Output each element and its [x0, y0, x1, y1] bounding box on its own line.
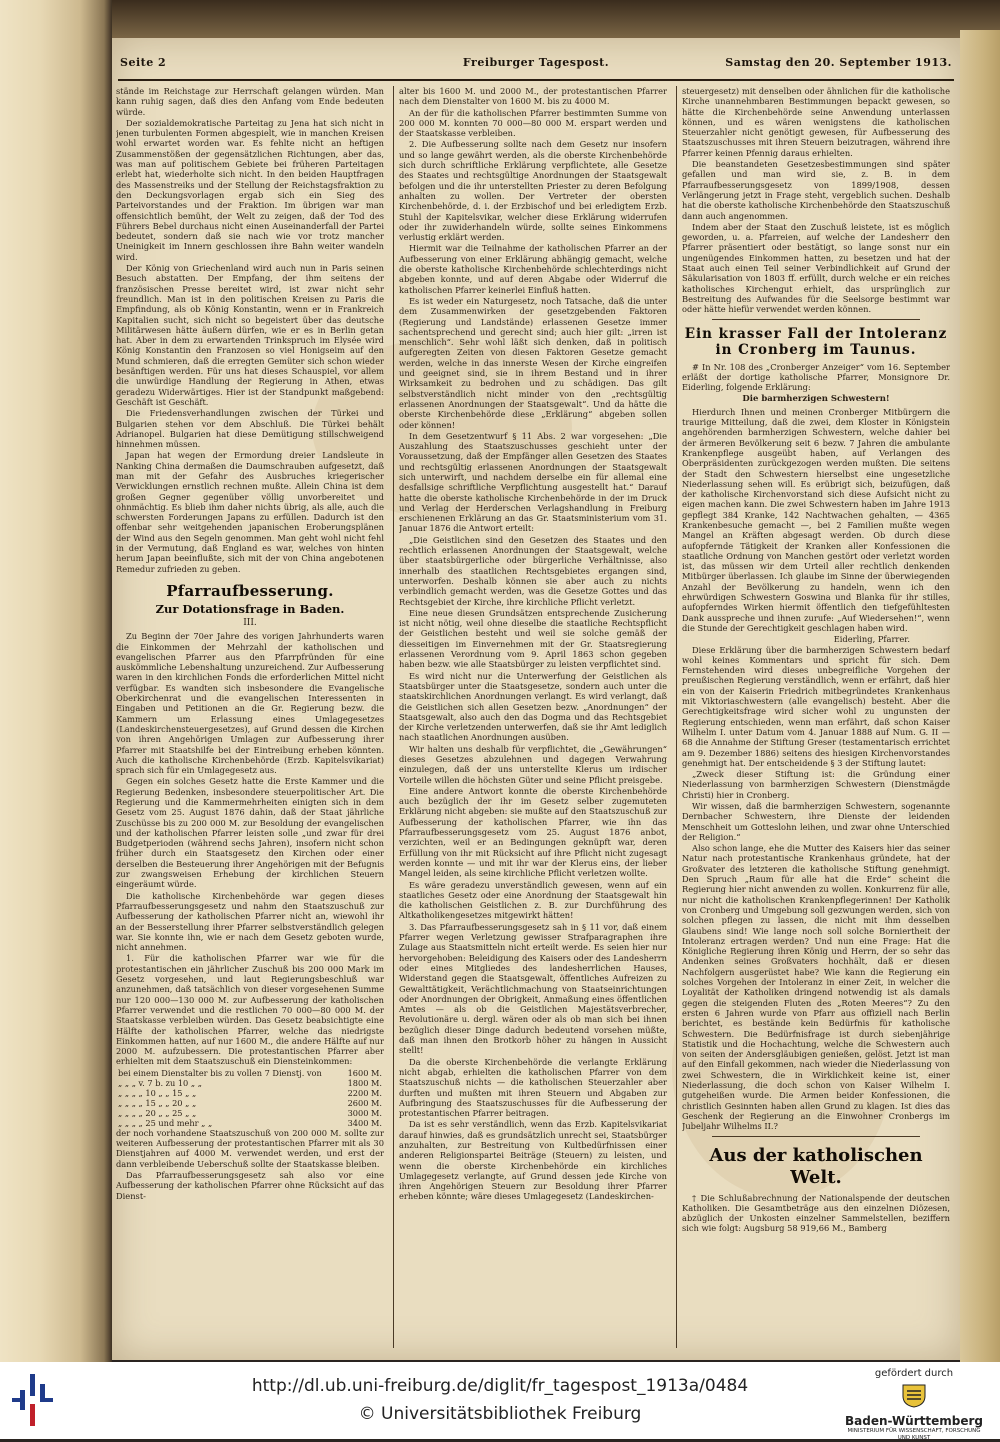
- article-text: 1. Für die katholischen Pfarrer war wie für die protestantischen ein jährlicher Zuschuß bis 200 000 Mark im Gesetz vorgesehen, und laut Regierungsbeschluß war anzunehmen, daß tatsächlich von dieser vorgesehenen Summe nur 120 000—130 000 M. zur Aufbesserung der katholischen Pfarrer verwendet und die restlichen 70 000—80 000 M. der Staatskasse verbleiben würden. Das Gesetz beabsichtigte eine Hälfte der katholischen Pfarrer, welche das niedrigste Einkommen hatten, auf nur 1600 M., die andere Hälfte auf nur 2000 M. aufzubessern. Die protestantischen Pfarrer aber erhielten mit dem Staatszuschuß ein Diensteinkommen:: [116, 953, 384, 1067]
- salary-label: „ „ „ „ 10 „ „ 15 „ „: [118, 1087, 197, 1098]
- article-headline: Ein krasser Fall der Intoleranz in Cronberg im Taunus.: [684, 325, 948, 358]
- salary-amount: 3000 M.: [347, 1107, 382, 1118]
- salary-row: [116, 1068, 384, 1078]
- article-text: Indem aber der Staat den Zuschuß leistete, ist es möglich geworden, u. a. Pfarreien, auf welche der Landesherr den Pfarrer präsentiert oder bestätigt, so lange sonst nur ein ungenügendes Einkommen hatten, zu besetzen und hat der Staat auch einen Teil seiner Verbindlichkeit auf Grund der Säkularisation von 1803 ff. erfüllt, durch welche er ein reiches katholisches Kirchengut erhielt, das ursprünglich zur Bestreitung des Aufwandes für die Seelsorge bestimmt war oder hätte hiefür verwendet werden können.: [682, 221, 950, 315]
- salary-row: [116, 1118, 384, 1128]
- article-text: Eine andere Antwort konnte die oberste Kirchenbehörde auch bezüglich der ihr im Gesetz selber zugemuteten Erklärung nicht abgeben: sie mußte auf den Staatszuschuß zur Aufbesserung der katholischen Pfarrer, wie ihn das Pfarraufbesserungsgesetz vom 25. August 1876 anbot, verzichten, weil er an Bedingungen geknüpft war, deren Erfüllung von ihr mit Rücksicht auf ihre Pflicht nicht zugesagt werden konnte — und mit ihr war der Klerus eins, der lieber Mangel leiden, als seine kirchliche Pflicht verletzen wollte.: [399, 785, 667, 879]
- salary-row: [116, 1098, 384, 1108]
- funded-by-label: gefördert durch: [874, 1368, 954, 1379]
- article-text: Hiermit war die Teilnahme der katholischen Pfarrer an der Aufbesserung von einer Erklärung abhängig gemacht, welche die oberste katholische Kirchenbehörde schlechterdings nicht abgeben konnte, und auf deren Abgabe oder Widerruf die katholischen Pfarrer keinerlei Einfluß hatten.: [399, 243, 667, 295]
- newspaper-page: [112, 38, 960, 1360]
- article-text: Es ist weder ein Naturgesetz, noch Tatsache, daß die unter dem Zusammenwirken der gesetzgebenden Faktoren (Regierung und Landstände) erlassenen Gesetze immer sachentsprechend und gerecht sind; auch hier gilt: „irren ist menschlich“. Sehr wohl läßt sich denken, daß in politisch aufgeregten Zeiten von diesen Faktoren Gesetze gemacht werden, welche in das innerste Wesen der Kirche eingreifen und geeignet sind, sie in ihrem Bestand und in ihrer Wirksamkeit zu bedrohen und zu schädigen. Das gilt selbstverständlich nicht minder von den „rechtsgültig erlassenen Anordnungen der Staatsgewalt“. Und da hätte die oberste Kirchenbehörde diese „Erklärung“ abgeben sollen oder können!: [399, 295, 667, 430]
- permalink-url[interactable]: http://dl.ub.uni-freiburg.de/diglit/fr_tagespost_1913a/0484: [251, 1376, 749, 1396]
- newspaper-title: Freiburger Tagespost.: [462, 56, 610, 69]
- article-text: Hierdurch Ihnen und meinen Cronberger Mitbürgern die traurige Mitteilung, daß die zwei, dem Kloster in Königstein angehörenden barmherzigen Schwestern, welche dahier bei der ärmeren Bevölkerung seit 6 bezw. 7 Jahren die ambulante Krankenpflege ausgeübt haben, auf Verlangen des Oberpräsidenten zurückgezogen werden mußten. Die seitens der Stadt den Schwestern hierselbst eine ungesetzliche Niederlassung sehen will. Es erübrigt sich, beizufügen, daß der katholische Kirchenvorstand sich diese Aufsicht nicht zu eigen machen kann. Die zwei Schwestern haben im Jahre 1913 gepflegt 384 Kranke, 142 Nachtwachen gehalten, — 4365 Krankenbesuche gemacht —, bei 2 Familien mußte wegen Mangel an Kräften abgesagt werden. Ob durch diese aufopfernde Tätigkeit der Kranken aller Konfessionen die staatliche Ordnung von Manchen gestört oder verletzt worden ist, das müssen wir dem Urteil aller rechtlich denkenden Mitbürger überlassen. Ich glaube im Sinne der überwiegenden Anzahl der Bevölkerung zu handeln, wenn ich den ehrwürdigen Schwestern Goswina und Blanka für ihr stilles, aufopferndes Wirken hiermit öffentlich den tiefgefühltesten Dank ausspreche und ihnen zurufe: „Auf Wiedersehen!“, wenn die Stunde der Gerechtigkeit geschlagen haben wird.: [682, 406, 950, 633]
- article-text: Also schon lange, ehe die Mutter des Kaisers hier das seiner Natur nach protestantische Krankenhaus gründete, hat der Großvater des letzteren die katholische Stiftung genehmigt. Den Spruch „Raum für alle hat die Erde“ scheint die Regierung hier nicht anwenden zu wollen. Konkurrenz für alle, nur nicht die katholischen Krankenpflegerinnen! Der Katholik von Cronberg und Umgebung soll gezwungen werden, sich von solchen pflegen zu lassen, die nicht mit ihm desselben Glaubens sind! Wie lange noch soll solche Borniertheit der Intoleranz ertragen werden? Und nun eine Frage: Hat die Königliche Regierung ihren König und Herrn, der so sehr das Andenken seines Großvaters hochhält, daß er diesen Nachfolgern ausgerüstet habe? Wie kann die Regierung ein solches Vorgehen der Intoleranz in einer Zeit, in welcher die Loyalität der Katholiken dringend notwendig ist als damals gegen die steigenden Fluten des „Roten Meeres“? Zu den ersten 6 Jahren wurde von Pfarr aus offiziell nach Berlin berichtet, es bestände kein Bedürfnis für katholische Schwestern. Die Bedürfnisfrage ist durch siebenjährige Statistik und die Hochachtung, welche die Schwestern auch von seiten der Andersgläubigen genießen, gelöst. Jetzt ist man auf den Einfall gekommen, nach wieder die Niederlassung von zwei Schwestern, die in Wirklichkeit keine ist, einer Niederlassung, die doch schon von Kaiser Wilhelm I. gutgeheißen wurde. Die Armen beider Konfessionen, die christlich Gesinnten haben allen Grund zu klagen. Ist dies das Geschenk der Regierung an die Einwohner Cronbergs im Jubeljahr Wilhelms II.?: [682, 843, 950, 1132]
- scan-top-edge: [112, 0, 1000, 38]
- article-text: Der sozialdemokratische Parteitag zu Jena hat sich nicht in jenen turbulenten Formen abgespielt, wie in manchen Kreisen wohl erwartet worden war. Es fehlte nicht an heftigen Zusammenstößen der gegensätzlichen Richtungen, aber das, was man auf politischem Gebiete bei früheren Parteitagen erlebt hat, wiederholte sich nicht. In den beiden Hauptfragen des Massenstreiks und der Stellung der Reichstagsfraktion zu den Deckungsvorlagen ergab sich ein Sieg des Parteivorstandes und der Fraktion. Im übrigen war man offensichtlich bemüht, der Welt zu zeigen, daß der Tod des Führers Bebel durchaus nicht einen Auseinanderfall der Partei bedeutet, sondern daß sie nach wie vor trotz mancher Uneinigkeit im Innern geschlossen ihre Bahn weiter wandeln wird.: [116, 117, 384, 262]
- article-text: stände im Reichstage zur Herrschaft gelangen würden. Man kann ruhig sagen, daß dies den Anfang vom Ende bedeuten würde.: [116, 86, 384, 117]
- article-part-number: III.: [243, 617, 257, 628]
- salary-amount: 2200 M.: [347, 1087, 382, 1098]
- article-text: Das Pfarraufbesserungsgesetz sah also vor eine Aufbesserung der katholischen Pfarrer ohne Rücksicht auf das Dienst-: [116, 1169, 384, 1201]
- column-rule: [393, 86, 394, 1348]
- funding-credit: [844, 1368, 984, 1442]
- article-text: Es wäre geradezu unverständlich gewesen, wenn auf ein staatliches Gesetz oder eine Anordnung der Staatsgewalt hin die katholischen Geistlichen z. B. zur Durchführung des Altkatholikengesetzes mitgewirkt hätten!: [399, 879, 667, 921]
- salary-row: [116, 1078, 384, 1088]
- signature: Eiderling, Pfarrer.: [833, 634, 910, 645]
- column-3: [682, 86, 950, 1348]
- article-text: 2. Die Aufbesserung sollte nach dem Gesetz nur insofern und so lange gewährt werden, als die oberste Kirchenbehörde sich durch schriftliche Erklärung verpflichtete, alle Gesetze des Staates und rechtsgültige Anordnungen der Staatsgewalt befolgen und die ihr unterstellten Priester zu deren Befolgung anhalten zu wollen. Der Vertreter der obersten Kirchenbehörde, d. i. der Erzbischof und bei erledigtem Erzb. Stuhl der Kapitelsvikar, welcher diese Erklärung widerrufen oder ihr zuwiderhandeln würde, sollte seines Einkommens verlustig erklärt werden.: [399, 139, 667, 243]
- article-divider: [712, 319, 920, 320]
- article-text: Es wird nicht nur die Unterwerfung der Geistlichen als Staatsbürger unter die Staatsgesetze, sondern auch unter die staatskirchlichen Anordnungen verlangt. Es wird verlangt, daß die Geistlichen sich allen Gesetzen bezw. „Anordnungen“ der Staatsgewalt, also auch den das Dogma und das Rechtsgebiet der Kirche verletzenden unterwerfen, daß sie ihr Amt lediglich nach staatlichen Anordnungen ausüben.: [399, 670, 667, 743]
- article-headline: Pfarraufbesserung.: [166, 581, 334, 600]
- article-text: steuergesetz) mit denselben oder ähnlichen für die katholische Kirche unannehmbaren Bestimmungen bepackt gewesen, so hätte die Kirchenbehörde seine Anwendung unterlassen können, und es wären wenigstens die katholischen Steuerzahler nicht genötigt gewesen, für Aufbesserung des Staatszuschusses mit ihren Steuern beizutragen, während ihre Pfarrer keinen Pfennig daraus erhielten.: [682, 86, 950, 158]
- article-text: # In Nr. 108 des „Cronberger Anzeiger“ vom 16. September erläßt der dortige katholische Pfarrer, Monsignore Dr. Eiderling, folgende Erklärung:: [682, 361, 950, 393]
- state-name: Baden-Württemberg: [844, 1414, 983, 1428]
- next-page-edge: [960, 30, 1000, 1362]
- column-2: [399, 86, 667, 1348]
- article-text: Wir halten uns deshalb für verpflichtet, die „Gewährungen“ dieses Gesetzes abzulehnen und dagegen Verwahrung einzulegen, daß der uns unterstellte Klerus um irdischer Vorteile willen die höchsten Güter und seine Pflicht preisgebe.: [399, 743, 667, 785]
- article-divider: [712, 1136, 920, 1137]
- salary-label: bei einem Dienstalter bis zu vollen 7 Dienstj. von: [118, 1067, 322, 1078]
- salary-amount: 2600 M.: [347, 1097, 382, 1108]
- binding-edge: [0, 0, 112, 1362]
- article-text: Die beanstandeten Gesetzesbestimmungen sind später gefallen und man wird sie, z. B. in dem Pfarraufbesserungsgesetz von 1899/1908, dessen Verlängerung jetzt in Frage steht, vergeblich suchen. Deshalb hat die oberste katholische Kirchenbehörde den Staatszuschuß dann auch angenommen.: [682, 159, 950, 221]
- copyright-notice: © Universitätsbibliothek Freiburg: [358, 1404, 642, 1424]
- article-text: Gegen ein solches Gesetz hatte die Erste Kammer und die Regierung Bedenken, insbesondere steuerpolitischer Art. Die Regierung und die Kammermehrheiten einigten sich in dem Gesetz vom 25. August 1876 dahin, daß der Staat jährliche Zuschüsse bis zu 200 000 M. zur Besoldung der evangelischen und der katholischen Pfarrer leisten solle „und zwar für drei Budgetperioden (während sechs Jahren), insofern nicht schon früher durch ein Staatsgesetz den Kirchen oder einer derselben die Besteuerung ihrer Angehörigen mit der Befugnis zur zwangsweisen Erhebung der kirchlichen Steuern eingeräumt würde.: [116, 776, 384, 890]
- page-number: Seite 2: [120, 56, 167, 69]
- article-text: Die katholische Kirchenbehörde war gegen dieses Pfarraufbesserungsgesetz und nahm den Staatszuschuß zur Aufbesserung der katholischen Pfarrer nicht an, wiewohl ihr an der Besserstellung ihrer Pfarrer selbstverständlich gelegen war. Sie konnte ihn, wie er nach dem Gesetz geboten wurde, nicht annehmen.: [116, 890, 384, 953]
- salary-label: „ „ „ „ 20 „ „ 25 „ „: [118, 1107, 197, 1118]
- issue-date: Samstag den 20. September 1913.: [725, 56, 952, 69]
- header-rule: [118, 79, 954, 81]
- article-text: Da die oberste Kirchenbehörde die verlangte Erklärung nicht abgab, erhielten die katholischen Pfarrer von dem Staatszuschuß nichts — die katholischen Steuerzahler aber durften und mußten mit ihren Steuern und Abgaben zur Aufbringung des Staatszuschusses für die Aufbesserung der protestantischen Pfarrer beitragen.: [399, 1056, 667, 1119]
- article-text: Die Friedensverhandlungen zwischen der Türkei und Bulgarien stehen vor dem Abschluß. Die Türkei behält Adrianopel. Bulgarien hat diese Demütigung stillschweigend hinnehmen müssen.: [116, 408, 384, 450]
- salary-label: „ „ „ „ 15 „ „ 20 „ „: [118, 1097, 197, 1108]
- article-text: 3. Das Pfarraufbesserungsgesetz sah in § 11 vor, daß einem Pfarrer wegen Verletzung gewisser Strafparagraphen ihre Zulage aus Staatsmitteln nicht erteilt werde. Es seien hier nur hervorgehoben: Beleidigung des Kaisers oder des Landesherrn oder eines Mitgliedes des landesherrlichen Hauses, Widerstand gegen die Staatsgewalt, öffentliches Aufreizen zu Gewalttätigkeit, Verächtlichmachung von Staatseinrichtungen oder Anordnungen der Obrigkeit, Anmaßung eines öffentlichen Amtes — als ob die Geistlichen Majestätsverbrecher, Revolutionäre u. dergl. wären oder als ob man sich bei ihnen bezüglich dieser Dinge dadurch bedeutend vorsehen müßte, daß man ihnen den Brotkorb höher zu hängen in Aussicht stellt!: [399, 921, 667, 1056]
- salary-row: [116, 1088, 384, 1098]
- article-text: Diese Erklärung über die barmherzigen Schwestern bedarf wohl keines Kommentars und spricht für sich. Dem Fernstehenden wird dieses unbegreifliche Vorgehen der preußischen Regierung verständlich, wenn er erfährt, daß hier ein von der Kaiserin Friedrich mitbegründetes Krankenhaus mit Viktoriaschwestern (alle evangelisch) besteht. Aber die Gerechtigkeitsfrage wird sicher wohl zu ungunsten der Regierung entschieden, wenn man erfährt, daß schon Kaiser Wilhelm I. unter Datum vom 4. Januar 1888 auf Num. G. II — 68 die Annahme der Stiftung Greser (testamentarisch errichtet am 9. Dezember 1886) seitens des hiesigen Kirchenvorstandes genehmigt hat. Der entscheidende § 3 der Stiftung lautet:: [682, 644, 950, 768]
- page-header: [120, 56, 952, 76]
- salary-table: [116, 1068, 384, 1128]
- salary-row: [116, 1108, 384, 1118]
- ministry-name: MINISTERIUM FÜR WISSENSCHAFT, FORSCHUNG UND KUNST: [847, 1428, 981, 1441]
- article-text: alter bis 1600 M. und 2000 M., der protestantischen Pfarrer nach dem Dienstalter von 1600 M. bis zu 4000 M.: [399, 86, 667, 107]
- article-text: Der König von Griechenland wird auch nun in Paris seinen Besuch abstatten. Der Empfang, der ihm seitens der französischen Presse bereitet wird, ist zwar nicht sehr freundlich. Man ist in den politischen Kreisen zu Paris die Empfindung, als ob König Konstantin, wenn er in Frankreich Kapitalien sucht, sich nicht so begeistert über das deutsche Militärwesen hätte äußern dürfen, wie er es in Berlin getan hat. Aber in dem zu erwartenden Trinkspruch im Elysée wird König Konstantin den Franzosen so viel Honigseim auf den Mund schmieren, daß die erregten Gemüter sich schon wieder besänftigen werden. Für uns hat dieses Schauspiel, vor allem die unwürdige Handlung der Regierung in Athen, etwas geradezu Widerwärtiges. Hier ist der Standpunkt maßgebend: Geschäft ist Geschäft.: [116, 263, 384, 407]
- article-text: Wir wissen, daß die barmherzigen Schwestern, sogenannte Dernbacher Schwestern, ihre Dienste der leidenden Menschheit um Gotteslohn leihen, und zwar ohne Unterschied der Religion.“: [682, 801, 950, 842]
- article-text: † Die Schlußabrechnung der Nationalspende der deutschen Katholiken. Die Gesamtbeträge aus den einzelnen Diözesen, abzüglich der Unkosten einzelner Sammelstellen, beziffern sich wie folgt: Augsburg 58 919,66 M., Bamberg: [682, 1192, 950, 1234]
- state-crest-icon: [899, 1382, 929, 1408]
- article-text: „Zweck dieser Stiftung ist: die Gründung einer Niederlassung von barmherzigen Schwestern (Dienstmägde Christi) hier in Cronberg.: [682, 769, 950, 800]
- section-headline: Aus der katholischen Welt.: [709, 1144, 923, 1188]
- column-1: [116, 86, 384, 1348]
- salary-label: „ „ „ „ 25 und mehr „ „: [118, 1117, 213, 1128]
- column-rule: [676, 86, 677, 1348]
- salary-amount: 1600 M.: [347, 1067, 382, 1078]
- salary-amount: 3400 M.: [347, 1117, 382, 1128]
- article-text: Zu Beginn der 70er Jahre des vorigen Jahrhunderts waren die Einkommen der Mehrzahl der katholischen und evangelischen Pfarrer aus den Pfarrpfründen für eine auskömmliche Lebenshaltung unzureichend. Zur Aufbesserung waren in den kirchlichen Fonds die erforderlichen Mittel nicht verfügbar. Es wandten sich insbesondere die Evangelische Oberkirchenrat und die evangelischen Interessenten in Eingaben und Petitionen an die Gr. Regierung bezw. die Kammern um Erlassung eines Umlagegesetzes (Landeskirchensteuergesetzes), auf Grund dessen die Kirchen von ihren Angehörigen Umlagen zur Aufbesserung ihrer Pfarrer mit Staatshilfe bei der Eintreibung erheben könnten. Auch die katholische Kirchenbehörde (Erzb. Kapitelsvikariat) sprach sich für ein Umlagegesetz aus.: [116, 631, 384, 776]
- salary-label: „ „ „ v. 7 b. zu 10 „ „: [118, 1077, 202, 1088]
- article-text: Eine neue diesen Grundsätzen entsprechende Zusicherung ist nicht nötig, weil ohne dieselbe die staatliche Rechtspflicht der Geistlichen besteht und weil sie solche gemäß der diesseitigen im Einvernehmen mit der Gr. Staatsregierung erlassenen Verordnung vom 9. April 1863 schon gegeben haben bezw. wie alle Staatsbürger zu leisten verpflichtet sind.: [399, 607, 667, 670]
- article-text: der noch vorhandene Staatszuschuß von 200 000 M. sollte zur weiteren Aufbesserung der protestantischen Pfarrer mit als 30 Dienstjahren auf 4000 M. verwendet werden, und erst der dann verbleibende Ueberschuß sollte der Staatskasse bleiben.: [116, 1127, 384, 1169]
- article-text: „Die Geistlichen sind den Gesetzen des Staates und den rechtlich erlassenen Anordnungen der Staatsgewalt, welche über staatsbürgerliche oder bürgerliche Verhältnisse, also innerhalb des staatlichen Rechtsgebietes ergangen sind, unterworfen. Deshalb können sie aber auch zu nichts verbindlich gemacht werden, was die Gesetze Gottes und das Rechtsgebiet der Kirche, ihre kirchliche Pflicht verletzt.: [399, 534, 667, 607]
- article-text: An der für die katholischen Pfarrer bestimmten Summe von 200 000 M. konnten 70 000—80 000 M. erspart werden und der Staatskasse verbleiben.: [399, 107, 667, 139]
- article-text: Japan hat wegen der Ermordung dreier Landsleute in Nanking China dermaßen die Daumschrauben aufgesetzt, daß man mit der Gefahr des Ausbruches kriegerischer Verwicklungen ernstlich rechnen mußte. Allein China ist dem großen Gegner gegenüber völlig unvorbereitet und ohnmächtig. Es blieb ihm daher nichts übrig, als alle, auch die schwersten Forderungen Japans zu erfüllen. Dadurch ist den offenbar sehr weitgehenden japanischen Eroberungsplänen der Wind aus den Segeln genommen. Man geht wohl nicht fehl in der Vermutung, daß England es war, welches von hinten herum Japan beeinflußte, sich mit der von China angebotenen Remedur zufrieden zu geben.: [116, 450, 384, 574]
- salary-amount: 1800 M.: [347, 1077, 382, 1088]
- viewer-footer: [0, 1362, 1000, 1439]
- article-text: Da ist es sehr verständlich, wenn das Erzb. Kapitelsvikariat darauf hinwies, daß es grundsätzlich unrecht sei, Staatsbürger anzuhalten, zur Bestreitung von Kultbedürfnissen einer anderen Religionspartei Beiträge (Steuern) zu leisten, und wenn die oberste Kirchenbehörde ein kirchliches Umlagegesetz verlangte, auf Grund dessen jede Kirche von ihren Angehörigen Steuern zur Besoldung ihrer Pfarrer erheben könnte; wäre dieses Umlagegesetz (Landeskirchen-: [399, 1119, 667, 1202]
- section-subheading: Die barmherzigen Schwestern!: [742, 394, 890, 405]
- article-text: In dem Gesetzentwurf § 11 Abs. 2 war vorgesehen: „Die Auszahlung des Staatszuschusses geschieht unter der Voraussetzung, daß der Empfänger allen Gesetzen des Staates und rechtsgültig erlassenen Anordnungen der Staatsgewalt sich unterwirft, und nachdem derselbe ein für allemal eine desfallsige schriftliche Verpflichtung ausgestellt hat.“ Darauf hatte die oberste katholische Kirchenbehörde in der im Druck und Verlag der Herderschen Verlagshandlung in Freiburg erschienenen Erklärung an das Gr. Staatsministerium vom 31. Januar 1876 die Antwort erteilt:: [399, 430, 667, 534]
- article-subheadline: Zur Dotationsfrage in Baden.: [155, 601, 345, 616]
